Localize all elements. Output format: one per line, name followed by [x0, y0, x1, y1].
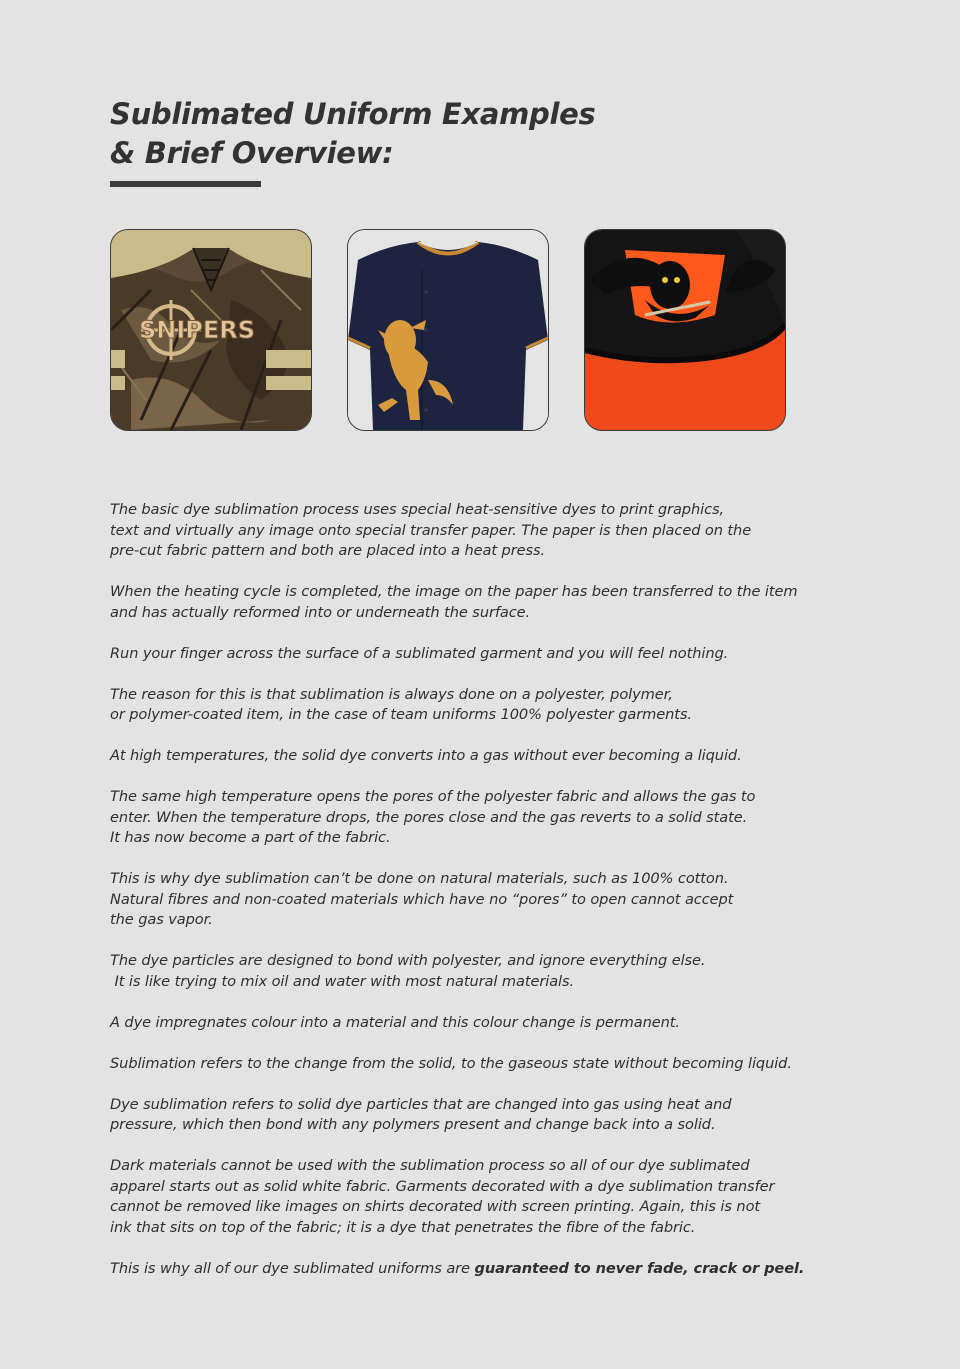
text-line: Dark materials cannot be used with the sublimation process so all of our dye sublimated: [110, 1157, 750, 1174]
navy-baseball-jersey-lion-icon: [348, 230, 548, 430]
snipers-logo-text: SNIPERS: [139, 316, 256, 344]
paragraph: [110, 1013, 870, 1034]
paragraph: [110, 746, 870, 767]
text-line: the gas vapor.: [110, 911, 213, 928]
text-line: Natural fibres and non-coated materials which have no “pores” to open cannot accept: [110, 890, 734, 908]
text-line: apparel starts out as solid white fabric. Garments decorated with a dye sublimation transfer: [110, 1177, 775, 1195]
text-line: Dye sublimation refers to solid dye particles that are changed into gas using heat and: [110, 1095, 732, 1113]
overview-body: [110, 500, 870, 1300]
paragraph: [110, 869, 870, 931]
text-line: and has actually reformed into or underneath the surface.: [110, 603, 531, 621]
paragraph: [110, 1095, 870, 1136]
text-line: The same high temperature opens the pores of the polyester fabric and allows the gas to: [110, 788, 756, 805]
closing-paragraph: [110, 1259, 870, 1280]
text-line: The reason for this is that sublimation is always done on a polyester, polymer,: [110, 685, 673, 703]
text-line: This is why dye sublimation can’t be done on natural materials, such as 100% cotton.: [110, 870, 729, 887]
text-line: It is like trying to mix oil and water with most natural materials.: [110, 972, 575, 990]
title-line-2: & Brief Overview:: [110, 136, 394, 170]
text-line: Run your finger across the surface of a sublimated garment and you will feel nothing.: [110, 644, 729, 662]
paragraph: [110, 685, 870, 726]
paragraph: [110, 1054, 870, 1075]
text-line: text and virtually any image onto special transfer paper. The paper is then placed on the: [110, 521, 752, 539]
text-line: ink that sits on top of the fabric; it is a dye that penetrates the fibre of the fabric.: [110, 1218, 696, 1236]
paragraph: [110, 951, 870, 992]
text-line: The dye particles are designed to bond with polyester, and ignore everything else.: [110, 952, 706, 969]
closing-line: [110, 1259, 870, 1280]
guarantee-emphasis: guaranteed to never fade, crack or peel.: [474, 1259, 805, 1277]
text-line: The basic dye sublimation process uses special heat-sensitive dyes to print graphics,: [110, 501, 725, 518]
paragraph: [110, 644, 870, 665]
text-line: Sublimation refers to the change from the solid, to the gaseous state without becoming liquid.: [110, 1054, 792, 1072]
text-line: cannot be removed like images on shirts decorated with screen printing. Again, this is not: [110, 1198, 761, 1215]
title-underline: [110, 181, 261, 187]
page-title: [110, 95, 595, 173]
paragraph: [110, 787, 870, 849]
text-line: pre-cut fabric pattern and both are placed into a heat press.: [110, 542, 546, 559]
text-line: pressure, which then bond with any polymers present and change back into a solid.: [110, 1116, 716, 1133]
paragraph: [110, 1156, 870, 1238]
text-line: or polymer-coated item, in the case of team uniforms 100% polyester garments.: [110, 706, 692, 723]
black-orange-jersey-photo: [584, 229, 786, 431]
text-line: A dye impregnates colour into a material and this colour change is permanent.: [110, 1013, 680, 1031]
paragraph: [110, 500, 870, 562]
camo-hockey-jersey-photo: [110, 229, 312, 431]
text-line: It has now become a part of the fabric.: [110, 829, 391, 846]
closing-lead: This is why all of our dye sublimated uniforms are: [110, 1259, 475, 1277]
black-orange-jersey-owl-icon: [585, 230, 785, 430]
text-line: At high temperatures, the solid dye converts into a gas without ever becoming a liquid.: [110, 747, 742, 764]
text-line: When the heating cycle is completed, the image on the paper has been transferred to the item: [110, 583, 798, 600]
camo-hockey-jersey-icon: [111, 230, 311, 430]
text-line: enter. When the temperature drops, the pores close and the gas reverts to a solid state.: [110, 808, 748, 826]
title-line-1: Sublimated Uniform Examples: [110, 97, 596, 131]
navy-baseball-jersey-photo: [347, 229, 549, 431]
paragraph: [110, 582, 870, 623]
